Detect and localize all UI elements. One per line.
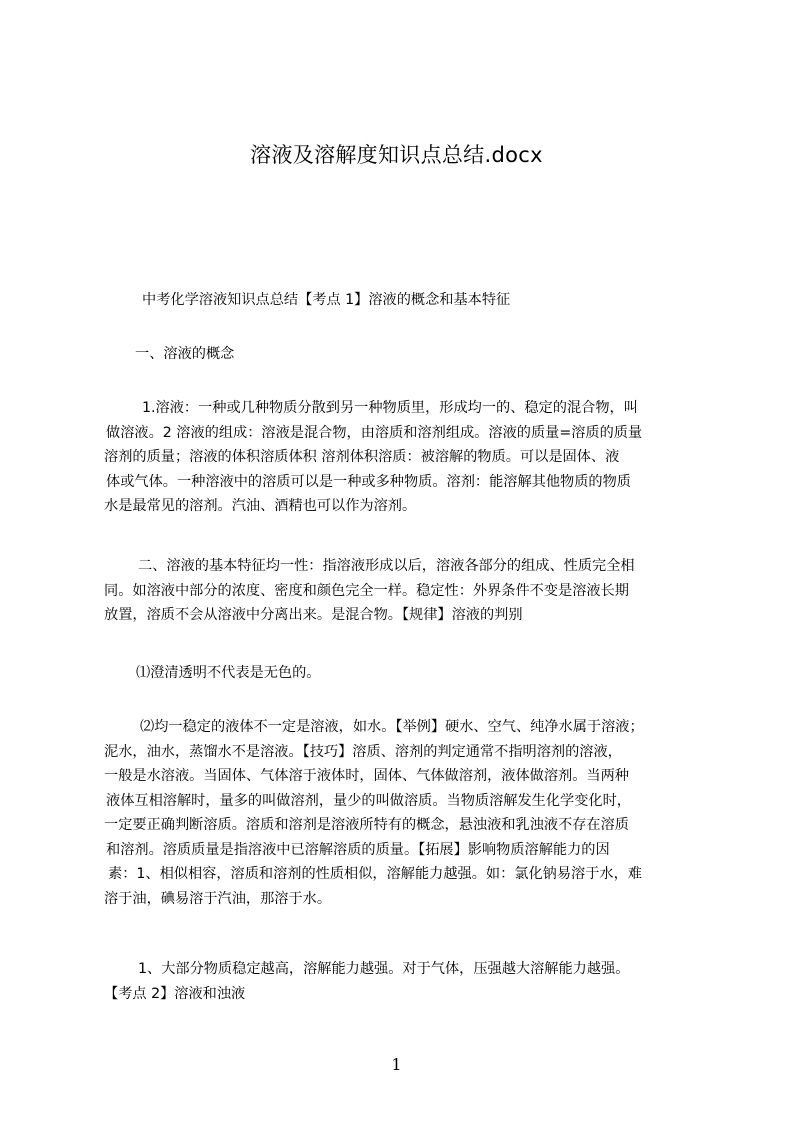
paragraph-rule-1 <box>136 661 728 686</box>
text-line: 溶剂的质量；溶液的体积溶质体积 溶剂体积溶质：被溶解的物质。可以是固体、液 <box>104 449 620 465</box>
text-line: 和溶剂。溶质质量是指溶液中已溶解溶质的质量。【拓展】影响物质溶解能力的因 <box>106 841 610 858</box>
text-line: 体或气体。一种溶液中的溶质可以是一种或多种物质。溶剂：能溶解其他物质的物质 <box>106 473 631 490</box>
text-line: 素：1、相似相容，溶质和溶剂的性质相似，溶解能力越强。如：氯化钠易溶于水，难 <box>108 866 642 882</box>
paragraph-solubility <box>104 957 704 1006</box>
text-line: 【考点 2】溶液和浊液 <box>104 985 246 1002</box>
paragraph-characteristics <box>104 554 696 628</box>
paragraph-rule-2 <box>104 715 696 911</box>
text-line: 水是最常见的溶剂。汽油、酒精也可以作为溶剂。 <box>104 498 417 514</box>
text-line: 1.溶液：一种或几种物质分散到另一种物质里，形成均一的、稳定的混合物，叫 <box>142 400 638 416</box>
section-heading-concept <box>135 342 727 367</box>
text-line: 同。如溶液中部分的浓度、密度和颜色完全一样。稳定性：外界条件不变是溶液长期 <box>104 582 629 599</box>
text-line: 中考化学溶液知识点总结【考点 1】溶液的概念和基本特征 <box>142 292 511 308</box>
text-line: ⑵均一稳定的液体不一定是溶液，如水。【举例】硬水、空气、纯净水属于溶液； <box>140 719 644 735</box>
page-number: 1 <box>391 1055 402 1074</box>
text-line: 一定要正确判断溶质。溶质和溶剂是溶液所特有的概念，悬浊液和乳浊液不存在溶质 <box>104 817 629 833</box>
text-line: 做溶液。2 溶液的组成：溶液是混合物，由溶质和溶剂组成。溶液的质量=溶质的质量 <box>106 424 643 441</box>
document-title: 溶液及溶解度知识点总结.docx <box>250 143 543 167</box>
text-line: 放置，溶质不会从溶液中分离出来。是混合物。【规律】溶液的判别 <box>104 607 523 623</box>
text-line: 二、溶液的基本特征均一性：指溶液形成以后，溶液各部分的组成、性质完全相 <box>138 558 635 574</box>
text-line: 1、大部分物质稳定越高，溶解能力越强。对于气体，压强越大溶解能力越强。 <box>138 961 630 977</box>
text-line: 液体互相溶解时，量多的叫做溶剂，量少的叫做溶质。当物质溶解发生化学变化时， <box>106 792 631 809</box>
paragraph-definition <box>104 396 696 519</box>
text-line: 溶于油，碘易溶于汽油，那溶于水。 <box>104 890 332 907</box>
text-line: 一般是水溶液。当固体、气体溶于液体时，固体、气体做溶剂，液体做溶剂。当两种 <box>104 768 629 784</box>
text-line: 一、溶液的概念 <box>135 346 235 362</box>
section-heading-1 <box>142 288 734 313</box>
text-line: 泥水，油水，蒸馏水不是溶液。【技巧】溶质、溶剂的判定通常不指明溶剂的溶液， <box>104 743 622 760</box>
text-line: ⑴澄清透明不代表是无色的。 <box>136 665 321 681</box>
